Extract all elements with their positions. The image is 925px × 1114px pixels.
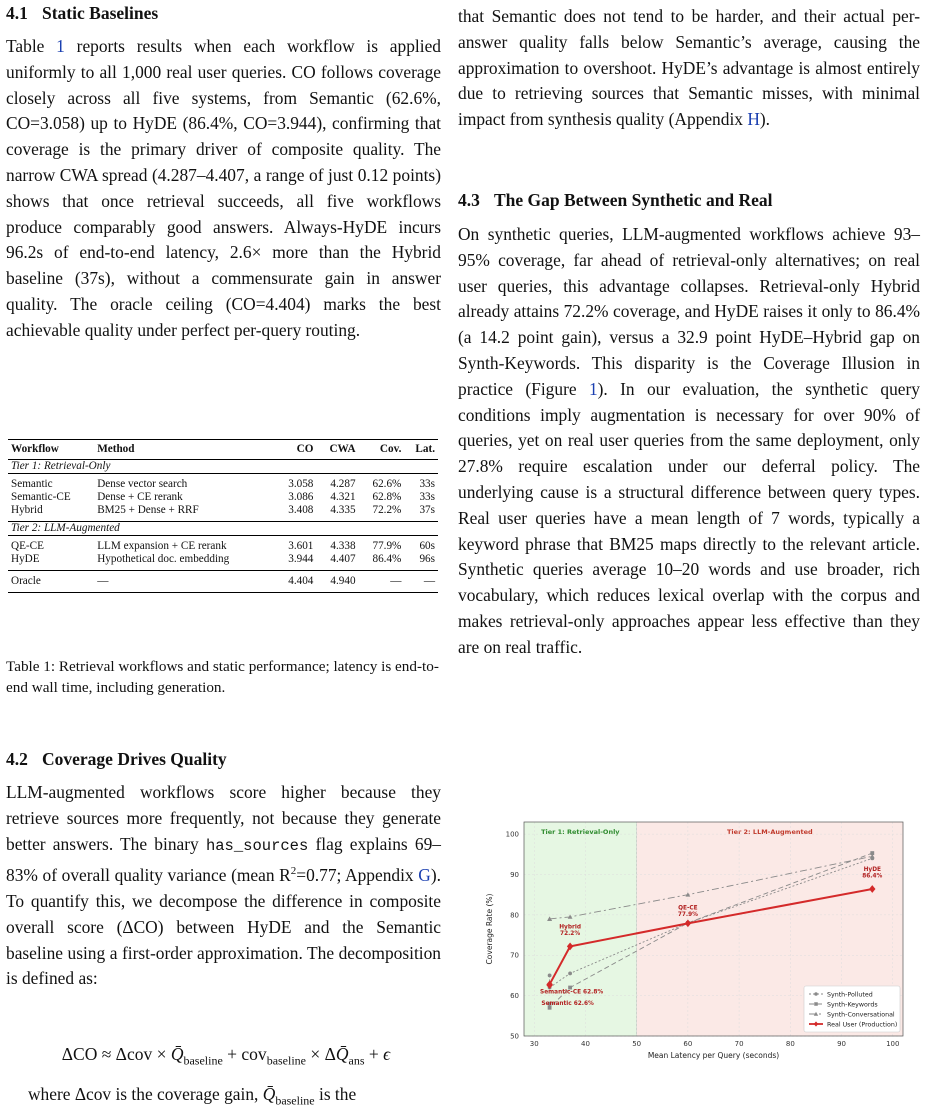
table-cell: 77.9% bbox=[372, 540, 402, 552]
x-tick-label: 40 bbox=[580, 1040, 590, 1048]
table-1-caption: Table 1: Retrieval workflows and static performance; latency is end-to-end wall time, including generation. bbox=[6, 658, 439, 696]
table-cell: 3.058 bbox=[288, 478, 314, 490]
table-cell: 3.408 bbox=[288, 504, 314, 516]
table-ref-link[interactable]: 1 bbox=[56, 36, 65, 56]
table-header-cell: CWA bbox=[329, 443, 356, 455]
table-cell: 86.4% bbox=[372, 553, 402, 565]
x-tick-label: 30 bbox=[529, 1040, 539, 1048]
x-axis-label: Mean Latency per Query (seconds) bbox=[647, 1051, 780, 1060]
table-cell: 3.601 bbox=[288, 540, 314, 552]
annotation-label: Semantic 62.6% bbox=[541, 1001, 594, 1008]
table-row bbox=[8, 553, 438, 571]
annotation-value: 86.4% bbox=[862, 873, 883, 880]
legend-label: Real User (Production) bbox=[827, 1021, 898, 1029]
y-tick-label: 50 bbox=[510, 1032, 519, 1041]
table-tier-row bbox=[8, 522, 438, 536]
table-cell: QE-CE bbox=[11, 540, 44, 552]
figure-ref-link[interactable]: 1 bbox=[588, 378, 598, 399]
chart-region-label: Tier 1: Retrieval-Only bbox=[541, 828, 620, 836]
data-point bbox=[814, 1002, 818, 1006]
coverage-latency-chart bbox=[478, 810, 910, 1070]
table-header-row bbox=[8, 440, 438, 460]
table-cell: Dense + CE rerank bbox=[97, 491, 183, 503]
table-row bbox=[8, 571, 438, 593]
legend-label: Synth-Polluted bbox=[827, 991, 873, 999]
table-cell: Oracle bbox=[11, 575, 41, 587]
x-tick-label: 100 bbox=[886, 1040, 900, 1048]
y-tick-label: 80 bbox=[510, 911, 519, 920]
table-cell: 33s bbox=[419, 478, 435, 490]
annotation-label: Semantic-CE 62.8% bbox=[540, 989, 604, 996]
appendix-g-link[interactable]: G bbox=[418, 865, 431, 886]
table-cell: 3.944 bbox=[288, 553, 314, 565]
annotation-value: 77.9% bbox=[677, 911, 698, 918]
table-header-cell: Workflow bbox=[11, 443, 59, 455]
y-tick-label: 100 bbox=[505, 830, 519, 839]
table-cell: 62.6% bbox=[372, 478, 402, 490]
section-heading-4-2: 4.2 Coverage Drives Quality bbox=[6, 749, 227, 769]
table-cell: Semantic bbox=[11, 478, 53, 490]
annotation-label: Hybrid bbox=[559, 924, 581, 931]
table-row bbox=[8, 491, 438, 504]
annotation-label: HyDE bbox=[863, 867, 881, 874]
table-row bbox=[8, 504, 438, 522]
x-tick-label: 50 bbox=[632, 1040, 642, 1048]
paragraph-synthetic-real: On synthetic queries, LLM-augmented workflows achieve 93–95% coverage, far ahead of retrieval-only alternatives; on real user queries, this advantage collapses. Retrieval-only Hybrid already attains 72.2% coverage, and HyDE raises it only to 86.4% (a 14.2 point gain), versus a 32.9 point HyDE–Hybrid gap on Synth-Keywords. This disparity is the Coverage Illusion in practice (Figure 1). In our evaluation, the synthetic query conditions imply augmentation is necessary for over 90% of queries, yet on real user queries from the same deployment, only 27.8% require escalation under our deferral policy. The underlying cause is a structural difference between query types. Real user queries have a mean length of 7 words, typically a keyword phrase that BM25 maps directly to the relevant article. Synthetic queries average 10–20 words and use broader, rich vocabulary, which reduces lexical overlap with the corpus and makes retrieval-only approaches appear less effective than they are on real traffic. bbox=[458, 224, 920, 657]
table-cell: 4.335 bbox=[330, 504, 356, 516]
table-cell: 4.321 bbox=[330, 491, 356, 503]
table-cell: Hypothetical doc. embedding bbox=[97, 553, 230, 565]
table-cell: 37s bbox=[419, 504, 435, 516]
legend-label: Synth-Keywords bbox=[827, 1001, 878, 1009]
table-cell: Dense vector search bbox=[97, 478, 188, 490]
data-point bbox=[548, 974, 552, 978]
y-axis-label: Coverage Rate (%) bbox=[485, 893, 494, 965]
table-cell: 62.8% bbox=[372, 491, 402, 503]
table-tier-row bbox=[8, 460, 438, 474]
table-header-cell: Method bbox=[97, 443, 135, 455]
legend-label: Synth-Conversational bbox=[827, 1011, 895, 1019]
table-cell: 4.404 bbox=[288, 575, 314, 587]
code-has-sources: has_sources bbox=[205, 836, 309, 855]
table-header-cell: Cov. bbox=[379, 443, 402, 455]
table-cell: HyDE bbox=[11, 553, 40, 565]
y-tick-label: 60 bbox=[510, 992, 519, 1001]
data-point bbox=[814, 992, 818, 996]
table-row bbox=[8, 474, 438, 492]
decomposition-equation: $\Delta CO \approx \Delta cov \times Q̄_{baseline} + cov_{baseline}$ × $\Delta Q̄_{ans} + \epsilon$ bbox=[61, 1044, 391, 1068]
table-cell: 72.2% bbox=[372, 504, 402, 516]
table-cell: Hybrid bbox=[11, 504, 43, 516]
table-cell: 4.407 bbox=[330, 553, 356, 565]
table-cell: LLM expansion + CE rerank bbox=[97, 540, 227, 552]
paragraph-continued: that Semantic does not tend to be harder, and their actual per-answer quality falls below Semantic’s average, causing the approximation to overshoot. HyDE’s advantage is almost entirely due to retrieving sources that Semantic misses, with minimal impact from synthesis quality (Appendix H). bbox=[458, 6, 920, 130]
table-cell: 96s bbox=[419, 553, 435, 565]
table-row bbox=[8, 536, 438, 554]
section-heading-4-3: 4.3 The Gap Between Synthetic and Real bbox=[458, 190, 773, 210]
table-cell: 33s bbox=[419, 491, 435, 503]
table-header-cell: Lat. bbox=[415, 443, 435, 455]
table-cell: BM25 + Dense + RRF bbox=[97, 504, 199, 516]
table-cell: — bbox=[423, 575, 435, 587]
y-tick-label: 70 bbox=[510, 951, 519, 960]
table-1 bbox=[8, 439, 438, 593]
table-cell: 4.287 bbox=[330, 478, 356, 490]
appendix-h-link[interactable]: H bbox=[747, 109, 760, 130]
table-cell: 60s bbox=[419, 540, 435, 552]
x-tick-label: 90 bbox=[837, 1040, 847, 1048]
section-heading-4-1: 4.1 Static Baselines bbox=[6, 3, 159, 23]
x-tick-label: 80 bbox=[785, 1040, 795, 1048]
x-tick-label: 70 bbox=[734, 1040, 744, 1048]
table-cell: — bbox=[97, 575, 109, 587]
table-header-cell: CO bbox=[296, 443, 314, 455]
y-tick-label: 90 bbox=[510, 870, 519, 879]
x-tick-label: 60 bbox=[683, 1040, 693, 1048]
table-cell: 4.940 bbox=[330, 575, 356, 587]
table-tier-label: Tier 2: LLM-Augmented bbox=[11, 522, 120, 534]
annotation-value: 72.2% bbox=[560, 930, 581, 937]
table-cell: — bbox=[390, 575, 402, 587]
paragraph-coverage-quality: LLM-augmented workflows score higher because they retrieve sources more frequently, not because they generate better answers. The binary has_sources flag explains 69–83% of overall quality variance (mean $R^2=0.77$; Appendix G). To quantify this, we decompose the difference in composite overall score (ΔCO) between HyDE and the Semantic baseline using a first-order approximation. The decomposition is defined as: bbox=[6, 782, 441, 989]
paragraph-where: where Δcov is the coverage gain, $Q̄_{baseline}$ is the bbox=[28, 1084, 357, 1108]
table-cell: Semantic-CE bbox=[11, 491, 71, 503]
data-point bbox=[568, 971, 572, 975]
chart-region-label: Tier 2: LLM-Augmented bbox=[727, 828, 813, 836]
annotation-label: QE-CE bbox=[678, 905, 698, 912]
paragraph-static-baselines: Table 1 reports results when each workflow is applied uniformly to all 1,000 real user queries. CO follows coverage closely across all five systems, from Semantic (62.6%, CO=3.058) up to HyDE (86.4%, CO=3.944), confirming that coverage is the primary driver of composite quality. The narrow CWA spread (4.287–4.407, a range of just 0.12 points) shows that once retrieval succeeds, all five workflows produce comparably good answers. Always-HyDE incurs 96.2s of end-to-end latency, 2.6× more than the Hybrid baseline (37s), without a commensurate gain in answer quality. The oracle ceiling (CO=4.404) marks the best achievable quality under perfect per-query routing. bbox=[6, 36, 441, 340]
table-tier-label: Tier 1: Retrieval-Only bbox=[11, 460, 111, 472]
table-cell: 4.338 bbox=[330, 540, 356, 552]
table-cell: 3.086 bbox=[288, 491, 314, 503]
